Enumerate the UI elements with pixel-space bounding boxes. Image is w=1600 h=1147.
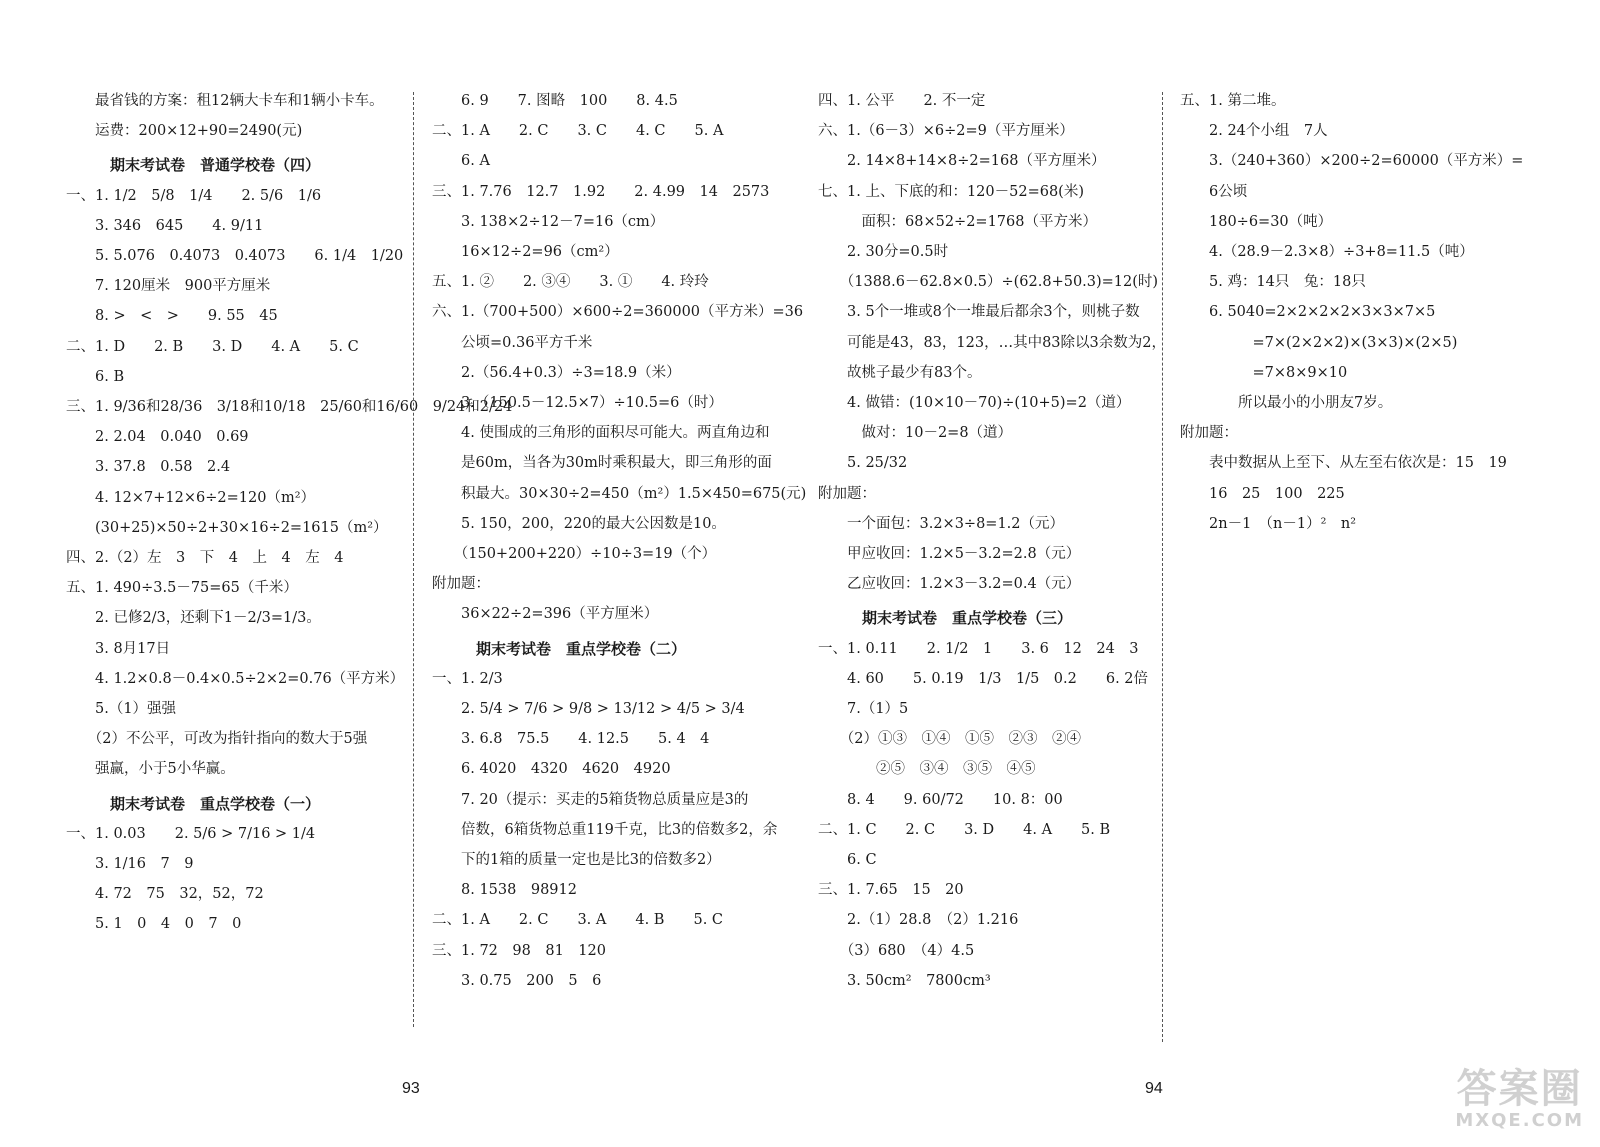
answer-line: 2. 24个小组 7人 — [1180, 123, 1328, 140]
answer-line: 3. 1/16 7 9 — [66, 856, 194, 873]
answer-line: 三、1. 9/36和28/36 3/18和10/18 25/60和16/60 9/24和2/24 — [66, 399, 513, 416]
answer-line: 2n－1 （n－1）² n² — [1180, 515, 1357, 532]
answer-line: 5. 鸡：14只 兔：18只 — [1180, 274, 1366, 291]
answer-line: 5. 1 0 4 0 7 0 — [66, 916, 242, 933]
answer-line: 4. 使围成的三角形的面积尽可能大。两直角边和 — [432, 425, 770, 442]
answer-line: 可能是43，83，123，…其中83除以3余数为2， — [818, 334, 1166, 351]
answer-line: 7. 20（提示：买走的5箱货物总质量应是3的 — [432, 791, 749, 808]
answer-column-4 — [1180, 86, 1540, 539]
answer-line: 二、1. A 2. C 3. C 4. C 5. A — [432, 123, 724, 140]
watermark-logo — [1455, 1067, 1584, 1131]
answer-line: 附加题： — [432, 576, 490, 593]
answer-line: （2）①③ ①④ ①⑤ ②③ ②④ — [818, 731, 1081, 748]
answer-line: 是60m，当各为30m时乘积最大，即三角形的面 — [432, 455, 772, 472]
answer-line: 5. 25/32 — [818, 455, 908, 472]
answer-line: 一、1. 1/2 5/8 1/4 2. 5/6 1/6 — [66, 187, 322, 204]
answer-line: 乙应收回：1.2×3－3.2=0.4（元） — [818, 576, 1081, 593]
answer-line: =7×8×9×10 — [1180, 364, 1348, 381]
answer-line: 做对：10－2=8（道） — [818, 425, 1013, 442]
answer-line: 五、1. 490÷3.5－75=65（千米） — [66, 580, 298, 597]
answer-line: （1388.6－62.8×0.5）÷(62.8+50.3)=12(时) — [818, 274, 1159, 291]
answer-line: 三、1. 7.65 15 20 — [818, 882, 964, 899]
answer-line: 3. 50cm² 7800cm³ — [818, 972, 991, 989]
answer-line: 倍数，6箱货物总重119千克，比3的倍数多2，余 — [432, 821, 778, 838]
answer-line: 3. 37.8 0.58 2.4 — [66, 459, 231, 476]
answer-line: 8. 4 9. 60/72 10. 8：00 — [818, 791, 1063, 808]
answer-line: 3. 138×2÷12－7=16（cm） — [432, 213, 665, 230]
answer-line: 180÷6=30（吨） — [1180, 213, 1333, 230]
answer-line: 2. 5/4 > 7/6 > 9/8 > 13/12 > 4/5 > 3/4 — [432, 701, 745, 718]
answer-line: 四、1. 公平 2. 不一定 — [818, 93, 986, 109]
answer-line: 6. C — [818, 852, 877, 869]
answer-line: 运费：200×12+90=2490(元) — [66, 123, 303, 140]
answer-line: 3. 6.8 75.5 4. 12.5 5. 4 4 — [432, 731, 710, 748]
answer-line: 3. 8月17日 — [66, 640, 171, 657]
answer-line: 附加题： — [818, 485, 876, 502]
answer-line: 最省钱的方案：租12辆大卡车和1辆小卡车。 — [66, 93, 384, 109]
watermark-text: 答案圈 — [1456, 1066, 1583, 1113]
answer-line: 6. 4020 4320 4620 4920 — [432, 761, 671, 778]
answer-line: 三、1. 7.76 12.7 1.92 2. 4.99 14 2573 — [432, 183, 770, 200]
answer-line: 6. B — [66, 368, 125, 385]
answer-line: 面积：68×52÷2=1768（平方米） — [818, 213, 1097, 230]
answer-line: 5. 150，200，220的最大公因数是10。 — [432, 515, 726, 532]
answer-column-2 — [432, 86, 807, 996]
answer-line: 3. 0.75 200 5 6 — [432, 972, 602, 989]
answer-column-3 — [818, 86, 1166, 996]
answer-line: 一、1. 2/3 — [432, 670, 503, 687]
answer-line: 所以最小的小朋友7岁。 — [1180, 395, 1393, 412]
answer-line: 16×12÷2=96（cm²） — [432, 244, 619, 261]
answer-line: 二、1. C 2. C 3. D 4. A 5. B — [818, 821, 1111, 838]
answer-line: ②⑤ ③④ ③⑤ ④⑤ — [818, 761, 1036, 778]
answer-line: 一、1. 0.03 2. 5/6 > 7/16 > 1/4 — [66, 825, 316, 842]
answer-line: 3. 5个一堆或8个一堆最后都余3个，则桃子数 — [818, 304, 1140, 321]
answer-line: （2）不公平，可改为指针指向的数大于5强 — [66, 731, 368, 748]
answer-line: 6. A — [432, 153, 490, 170]
answer-line: 8. > < > 9. 55 45 — [66, 308, 278, 325]
answer-line: 5. 5.076 0.4073 0.4073 6. 1/4 1/20 — [66, 248, 404, 265]
answer-line: 3.（150.5－12.5×7）÷10.5=6（时） — [432, 395, 723, 412]
watermark-url: MXQE.COM — [1455, 1110, 1584, 1132]
answer-line: 4. 1.2×0.8－0.4×0.5÷2×2=0.76（平方米） — [66, 670, 405, 687]
answer-line: 七、1. 上、下底的和：120－52=68(米) — [818, 183, 1084, 200]
section-heading: 期末考试卷 重点学校卷（一） — [110, 794, 321, 813]
answer-line: 积最大。30×30÷2=450（m²）1.5×450=675(元) — [432, 485, 807, 502]
answer-line: （3）680 （4）4.5 — [818, 942, 975, 959]
answer-line: 五、1. 第二堆。 — [1180, 93, 1286, 109]
section-heading: 期末考试卷 普通学校卷（四） — [110, 156, 321, 175]
answer-line: (30+25)×50÷2+30×16÷2=1615（m²） — [66, 519, 388, 536]
answer-line: 4. 72 75 32，52，72 — [66, 886, 264, 903]
answer-line: 5.（1）强强 — [66, 701, 177, 718]
answer-line: 7. 120厘米 900平方厘米 — [66, 278, 271, 295]
answer-line: 六、1.（6－3）×6÷2=9（平方厘米） — [818, 123, 1074, 140]
answer-line: 7.（1）5 — [818, 701, 909, 718]
section-heading: 期末考试卷 重点学校卷（三） — [862, 609, 1073, 628]
answer-line: 6. 5040=2×2×2×2×3×3×7×5 — [1180, 304, 1436, 321]
answer-line: 4.（28.9－2.3×8）÷3+8=11.5（吨） — [1180, 244, 1474, 261]
answer-line: 36×22÷2=396（平方厘米） — [432, 606, 659, 623]
section-heading: 期末考试卷 重点学校卷（二） — [476, 639, 687, 658]
answer-line: 3.（240+360）×200÷2=60000（平方米）= — [1180, 153, 1524, 170]
column-divider-left — [413, 92, 414, 1027]
answer-line: 甲应收回：1.2×5－3.2=2.8（元） — [818, 546, 1081, 563]
answer-line: 2. 14×8+14×8÷2=168（平方厘米） — [818, 153, 1106, 170]
answer-line: 下的1箱的质量一定也是比3的倍数多2） — [432, 852, 721, 869]
answer-line: =7×(2×2×2)×(3×3)×(2×5) — [1180, 334, 1458, 351]
answer-line: 6公顷 — [1180, 183, 1248, 200]
answer-line: （150+200+220）÷10÷3=19（个） — [432, 546, 717, 563]
answer-line: 2.（1）28.8 （2）1.216 — [818, 912, 1019, 929]
answer-line: 4. 做错：(10×10－70)÷(10+5)=2（道） — [818, 395, 1131, 412]
answer-line: 公顷=0.36平方千米 — [432, 334, 593, 351]
answer-line: 16 25 100 225 — [1180, 485, 1345, 502]
answer-line: 4. 60 5. 0.19 1/3 1/5 0.2 6. 2倍 — [818, 670, 1149, 687]
answer-line: 三、1. 72 98 81 120 — [432, 942, 606, 959]
answer-line: 四、2.（2）左 3 下 4 上 4 左 4 — [66, 550, 344, 567]
page-number-right: 94 — [1145, 1080, 1163, 1097]
answer-line: 五、1. ② 2. ③④ 3. ① 4. 玲玲 — [432, 274, 709, 291]
answer-line: 2. 2.04 0.040 0.69 — [66, 429, 249, 446]
answer-line: 强赢，小于5小华赢。 — [66, 761, 235, 778]
column-divider-right — [1162, 92, 1163, 1042]
answer-line: 4. 12×7+12×6÷2=120（m²） — [66, 489, 316, 506]
answer-line: 2.（56.4+0.3）÷3=18.9（米） — [432, 364, 681, 381]
answer-line: 二、1. A 2. C 3. A 4. B 5. C — [432, 912, 724, 929]
answer-line: 8. 1538 98912 — [432, 882, 577, 899]
answer-line: 2. 已修2/3，还剩下1－2/3=1/3。 — [66, 610, 321, 627]
answer-line: 3. 346 645 4. 9/11 — [66, 217, 264, 234]
answer-line: 六、1.（700+500）×600÷2=360000（平方米）=36 — [432, 304, 804, 321]
answer-line: 一个面包：3.2×3÷8=1.2（元） — [818, 515, 1065, 532]
answer-line: 6. 9 7. 图略 100 8. 4.5 — [432, 93, 678, 109]
answer-line: 2. 30分=0.5时 — [818, 244, 949, 261]
answer-line: 故桃子最少有83个。 — [818, 364, 982, 381]
answer-line: 一、1. 0.11 2. 1/2 1 3. 6 12 24 3 — [818, 640, 1139, 657]
answer-line: 附加题： — [1180, 425, 1238, 442]
answer-line: 表中数据从上至下、从左至右依次是：15 19 — [1180, 455, 1507, 472]
page-number-left: 93 — [402, 1080, 420, 1097]
answer-line: 二、1. D 2. B 3. D 4. A 5. C — [66, 338, 359, 355]
